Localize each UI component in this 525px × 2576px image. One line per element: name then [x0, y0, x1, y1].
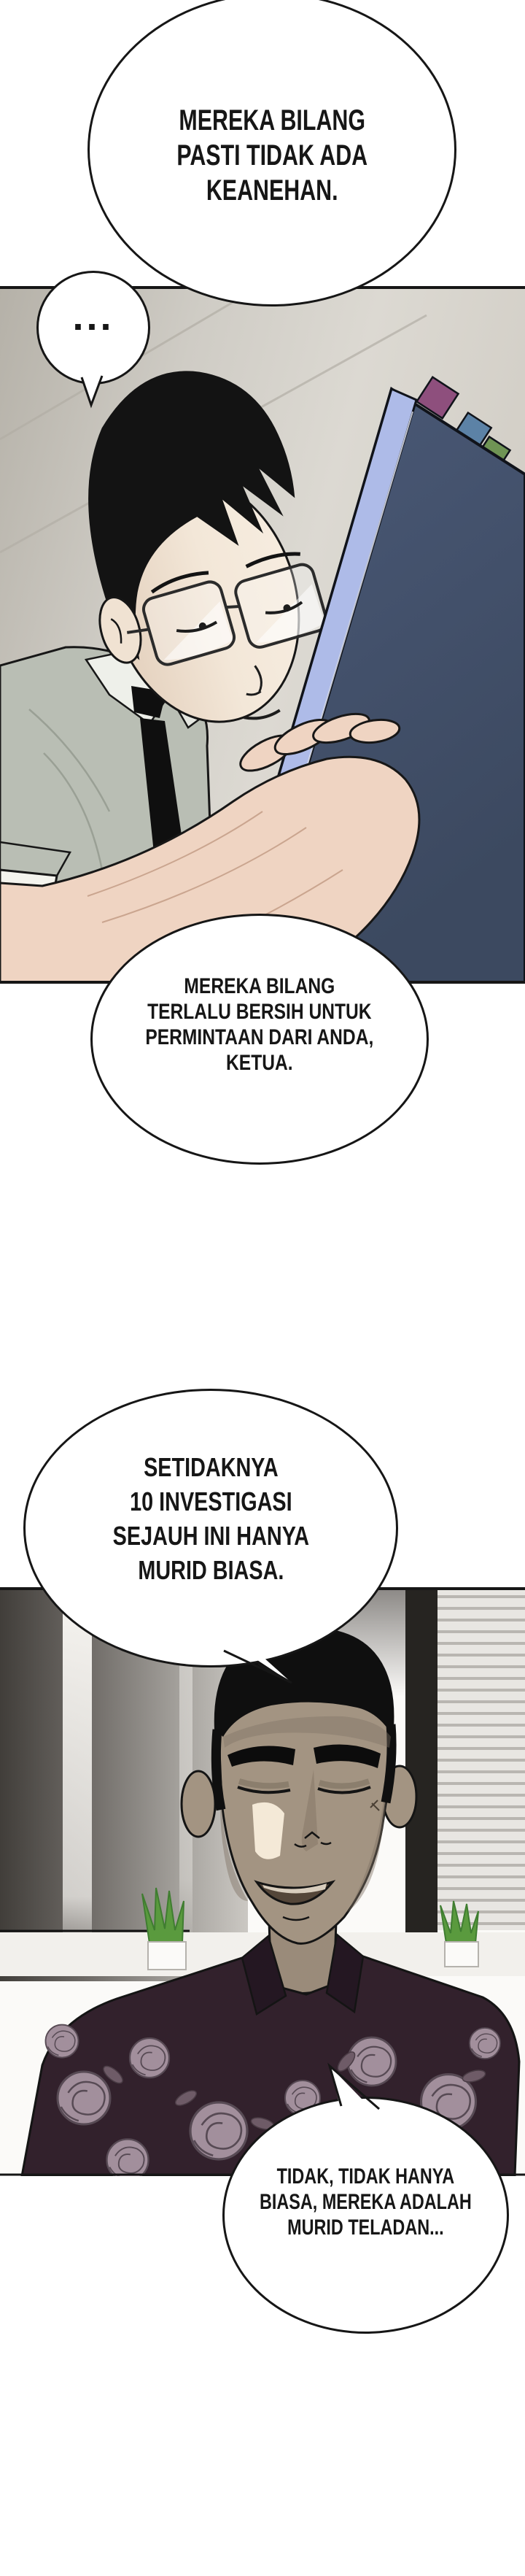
bubble-line: TIDAK, TIDAK HANYA: [276, 2164, 455, 2189]
ear-left: [182, 1771, 215, 1837]
bubble-tail-ellipsis: [69, 363, 113, 412]
speech-bubble-middle: [90, 914, 429, 1165]
bubble-line: MURID TELADAN...: [287, 2216, 444, 2240]
bubble-line: PERMINTAAN DARI ANDA,: [145, 1025, 374, 1049]
bubble-tail-bottom: [321, 2058, 394, 2125]
bubble-line: BIASA, MEREKA ADALAH: [260, 2190, 472, 2214]
bubble-line: TERLALU BERSIH UNTUK: [147, 1000, 372, 1024]
bubble-line: SEJAUH INI HANYA: [112, 1521, 309, 1551]
speech-bubble-bottom: [222, 2097, 509, 2334]
bubble-line: 10 INVESTIGASI: [129, 1486, 292, 1516]
bubble-tail-investigation: [213, 1632, 300, 1690]
sideburn-left: [216, 1729, 221, 1810]
light-streak: [63, 1587, 92, 1974]
cheek-highlight: [252, 1802, 284, 1859]
bubble-line: SETIDAKNYA: [143, 1452, 279, 1482]
bubble-line: KETUA.: [226, 1051, 293, 1075]
bubble-line: MEREKA BILANG: [184, 974, 335, 998]
bubble-line: MEREKA BILANG: [179, 104, 365, 136]
speech-bubble-top: [88, 0, 456, 306]
bubble-line: MURID BIASA.: [138, 1555, 284, 1585]
plant-pot: [148, 1942, 186, 1970]
plant-pot: [445, 1942, 478, 1967]
bubble-line: ...: [72, 295, 114, 339]
bubble-line: PASTI TIDAK ADA: [176, 139, 368, 171]
window-frame-bar: [405, 1587, 438, 1952]
speech-bubble-investigation: [23, 1389, 398, 1667]
bubble-line: KEANEHAN.: [206, 174, 338, 207]
window-blinds: [438, 1587, 525, 1930]
